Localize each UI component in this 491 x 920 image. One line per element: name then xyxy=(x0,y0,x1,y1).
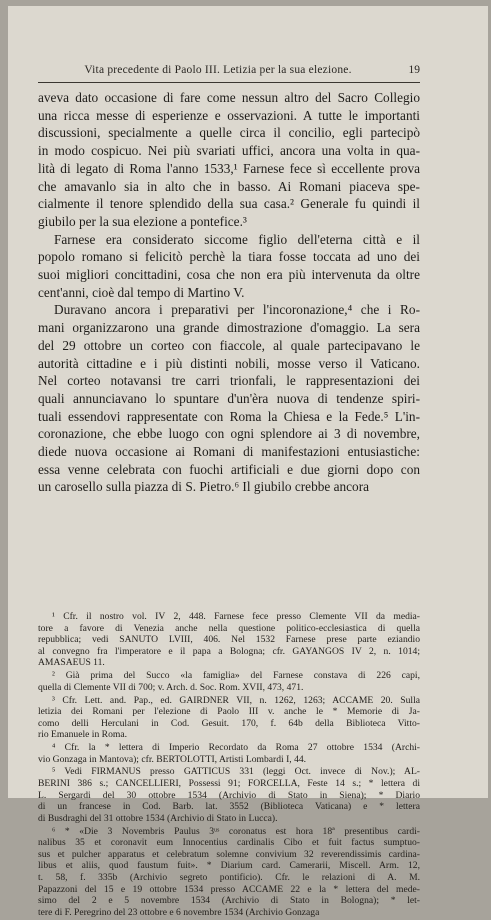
footnote-line: sus et pulcher apparatus et celebratum solemne convivium 32 reverendissimis cardina- xyxy=(38,848,420,860)
text-line: coronazione, che ebbe luogo con ogni splendore ai 3 di novembre, xyxy=(38,426,420,442)
running-title: Vita precedente di Paolo III. Letizia per la sua elezione. xyxy=(84,64,352,76)
page-number: 19 xyxy=(408,64,420,76)
text-line: del 29 ottobre un corteo con fiaccole, al quale partecipavano le xyxy=(38,337,420,353)
text-line: autorità cittadine e i più distinti nobili, mosse verso il Vaticano. xyxy=(38,355,420,371)
text-line: Nel corteo notavansi tre carri trionfali, le rappresentazioni dei xyxy=(38,373,420,389)
text-line: Farnese era considerato siccome figlio dell'eterna città e il xyxy=(54,231,420,247)
paragraph xyxy=(38,231,420,302)
text-line: una ricca messe di esperienze e osservazioni. A tutte le importanti xyxy=(38,107,420,123)
text-line: che amavanlo sia in alto che in basso. Ai Romani piaceva spe- xyxy=(38,178,420,194)
footnote-line: t. 58, f. 335b (Archivio segreto pontificio). Cfr. le relazioni di A. M. xyxy=(38,872,420,883)
footnote-line: AMASAEUS 11. xyxy=(38,657,105,669)
footnote xyxy=(38,670,420,693)
text-line: tuali essendovi rappresentate con Roma la Chiesa e la Fede.⁵ L'in- xyxy=(38,408,420,424)
footnote xyxy=(38,742,420,765)
footnote-line: libus et aliis, quod faustum fuit». * Diarium card. Camerarii, Miscell. Arm. 12, xyxy=(38,860,420,872)
footnote-line: di Busdraghi del 31 ottobre 1534 (Archivio di Stato in Lucca). xyxy=(38,812,278,824)
text-line: cialmente il tenore splendido della sua casa.² Generale fu quindi il xyxy=(38,196,420,212)
footnote-line: nalibus 35 et coronavit eum Innocentius cardinalis Cibo et fuit factus sumptuo- xyxy=(38,837,420,849)
header-rule xyxy=(38,82,420,83)
text-line: mani organizzarono una grande dimostrazione d'omaggio. La sera xyxy=(38,320,420,336)
book-page xyxy=(8,6,488,918)
text-line: in modo cospicuo. Nei più svariati uffici, ancora una volta in qua- xyxy=(38,143,420,159)
footnote-line: Papazzoni del 15 e 19 ottobre 1534 presso ACCAME 22 e la * lettera del mede- xyxy=(38,883,420,895)
footnote-line: ³ Cfr. Lett. and. Pap., ed. GAIRDNER VII, n. 1262, 1263; ACCAME 20. Sulla xyxy=(52,694,420,706)
footnote-line: repubblica; vedi SANUTO LVIII, 406. Nel 1532 Farnese prese parte eziandio xyxy=(38,634,420,646)
main-text xyxy=(38,89,420,496)
footnote xyxy=(38,611,420,669)
text-line: Duravano ancora i preparativi per l'incoronazione,⁴ che i Ro- xyxy=(54,302,420,318)
footnote-line: quella di Clemente VII di 700; v. Arch. d. Soc. Rom. XVII, 473, 471. xyxy=(38,681,304,693)
paragraph xyxy=(38,301,420,496)
text-line: giubilo per la sua elezione a pontefice.³ xyxy=(38,213,247,229)
footnotes xyxy=(38,611,420,920)
footnote-line: L. Sergardi del 30 ottobre 1534 (Archivio di Stato in Siena); * Diario xyxy=(38,789,420,801)
text-line: quali annunciavano lo spuntare d'un'èra nuova di tendenze spiri- xyxy=(38,390,420,406)
footnote-line: ¹ Cfr. il nostro vol. IV 2, 448. Farnese fece presso Clemente VII da media- xyxy=(52,611,420,622)
footnote-line: vio Gonzaga in Mantova); cfr. BERTOLOTTI, Artisti Lombardi I, 44. xyxy=(38,753,307,765)
footnote-line: como delli Herculani in Cod. Gesuit. 170, f. 64b della Biblioteca Vitto- xyxy=(38,717,420,729)
footnote-line: BERINI 386 s.; CANCELLIERI, Possessi 91; FORCELLA, Feste 14 s.; * lettera di xyxy=(38,778,420,790)
footnote-line: al convegno fra l'imperatore e il papa a Bologna; cfr. GAYANGOS IV 2, n. 1014; xyxy=(38,645,420,657)
footnote-line: ⁶ * «Die 3 Novembris Paulus 3ᵘˢ coronatus est hora 18ª presentibus cardi- xyxy=(52,825,420,837)
footnote-line: di un francese in Cod. Barb. lat. 3552 (Biblioteca Vaticana) e * lettera xyxy=(38,801,420,813)
text-line: diede nuova occasione ai Romani di manifestazioni entusiastiche: xyxy=(38,444,420,460)
footnote xyxy=(38,695,420,741)
text-line: un carosello sulla piazza di S. Pietro.⁶ Il giubilo crebbe ancora xyxy=(38,479,370,495)
footnote-line: simo del 2 e 5 novembre 1534 (Archivio di Stato in Bologna); * let- xyxy=(38,895,420,907)
footnote-line: tore a favore di Venezia anche nella questione politico-ecclesiastica di quella xyxy=(38,622,420,634)
footnote-line: ² Già prima del Succo «la famiglia» del Farnese constava di 226 capi, xyxy=(52,670,420,682)
footnote-line: ⁴ Cfr. la * lettera di Imperio Recordato da Roma 27 ottobre 1534 (Archi- xyxy=(52,742,420,754)
text-line: suoi migliori concittadini, cosa che non era più intervenuta da oltre xyxy=(38,267,420,283)
footnote-line: letizia dei Romani per l'elezione di Paolo III v. anche le * Memorie di Ja- xyxy=(38,706,420,718)
text-line: aveva dato occasione di fare come nessun altro del Sacro Collegio xyxy=(38,90,420,105)
text-line: essa venne celebrata con fuochi artificiali e due giorni dopo con xyxy=(38,461,420,477)
text-line: cent'anni, cioè dal tempo di Martino V. xyxy=(38,284,245,300)
footnote-line: rio Emanuele in Roma. xyxy=(38,729,127,741)
footnote xyxy=(38,766,420,824)
footnote-line: tere di F. Peregrino del 23 ottobre e 6 novembre 1534 (Archivio Gonzaga xyxy=(38,906,320,918)
footnote xyxy=(38,826,420,919)
text-line: popolo romano si felicitò perchè la tiara fosse toccata ad uno dei xyxy=(38,249,420,265)
paragraph xyxy=(38,89,420,231)
text-line: lità di legato di Roma l'anno 1533,¹ Farnese fece sì eccellente prova xyxy=(38,160,420,176)
footnote-line: ⁵ Vedi FIRMANUS presso GATTICUS 331 (leggi Oct. invece di Nov.); AL- xyxy=(52,766,420,778)
text-line: discussioni, specialmente a quelle circa il concilio, egli partecipò xyxy=(38,125,420,141)
